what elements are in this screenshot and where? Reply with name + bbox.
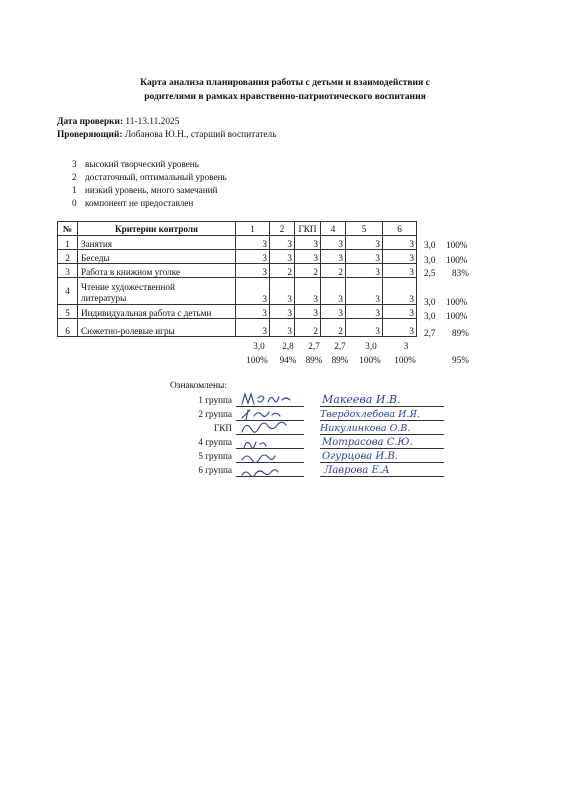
inspector-value: Лобанова Ю.Н., старший воспитатель [124,130,277,140]
inspector-label: Проверяющий: [57,130,123,140]
ack-row: 2 группа [198,409,232,419]
header-cell: № [58,222,78,236]
table-row: 6 Сюжетно-ролевые игры 3 3 2 2 3 3 [58,319,417,337]
row-avg: 3,0 [424,240,436,250]
row-pct: 89% [452,328,469,338]
header-cell: 4 [321,222,346,236]
table-row: 2 Беседы 3 3 3 3 3 3 [58,250,417,264]
row-pct: 100% [446,255,468,265]
row-pct: 100% [446,311,468,321]
ack-row: 1 группа [198,395,232,405]
row-pct: 100% [446,240,468,250]
inspector [57,129,277,141]
ack-row: 6 группа [198,465,232,475]
handwritten-signatures [236,388,308,480]
legend-item: 2 достаточный, оптимальный уровень [72,172,227,182]
handwritten-names [318,388,448,480]
col-pct: 100% [359,355,381,365]
col-avg: 3,0 [253,341,265,351]
row-pct: 100% [446,297,468,307]
row-avg: 2,7 [424,328,436,338]
row-avg: 3,0 [424,255,436,265]
col-pct: 100% [246,355,268,365]
ack-title: Ознакомлены: [170,381,227,391]
date-value: 11-13.11.2025 [125,117,180,127]
col-pct: 100% [394,355,416,365]
ack-row: 5 группа [198,451,232,461]
total-pct: 95% [452,355,469,365]
col-pct: 89% [331,355,349,365]
ack-row: 4 группа [198,437,232,447]
col-pct: 94% [279,355,297,365]
check-date [57,116,179,128]
col-avg: 2,7 [308,341,320,351]
legend-item: 0 компонент не предоставлен [72,198,194,208]
table-header-row [58,222,417,236]
row-avg: 3,0 [424,297,436,307]
header-cell: ГКП [295,222,321,236]
date-label: Дата проверки: [57,117,124,127]
legend-item: 1 низкий уровень, много замечаний [72,185,218,195]
col-avg: 2,8 [282,341,294,351]
col-avg: 3,0 [365,341,377,351]
row-avg: 2,5 [424,268,436,278]
header-cell: Критерии контроля [78,222,236,236]
header-cell: 5 [346,222,383,236]
row-pct: 83% [452,268,469,278]
legend-item: 3 высокий творческий уровень [72,159,199,169]
handwritten-name: Никулинкова О.В. [320,423,411,434]
col-pct: 89% [305,355,323,365]
table-row: 5 Индивидуальная работа с детьми 3 3 3 3 3 3 [58,305,417,319]
table-row: 1 Занятия 3 3 3 3 3 3 [58,236,417,250]
handwritten-name: Лаврова Е.А [324,465,390,476]
handwritten-name: Мотрасова С.Ю. [322,437,413,448]
header-cell: 2 [270,222,295,236]
col-avg: 2,7 [334,341,346,351]
criteria-table [57,221,417,337]
ack-row: ГКП [213,423,232,433]
col-avg: 3 [403,341,409,351]
table-row: 4 Чтение художественной литературы 3 3 3 3 3 3 [58,278,417,305]
document-title [55,76,515,104]
header-cell: 1 [236,222,270,236]
handwritten-name: Огурцова И.В. [322,451,398,462]
row-avg: 3,0 [424,311,436,321]
header-cell: 6 [383,222,417,236]
handwritten-name: Твердохлебова И.Я. [320,409,421,420]
title-line-1: Карта анализа планирования работы с детьми и взаимодействия с [140,77,430,88]
handwritten-name: Макеева И.В. [322,393,401,406]
rating-legend [72,158,227,210]
title-line-2: родителями в рамках нравственно-патриотического воспитания [144,91,426,102]
table-row: 3 Работа в книжном уголке 3 2 2 2 3 3 [58,264,417,278]
